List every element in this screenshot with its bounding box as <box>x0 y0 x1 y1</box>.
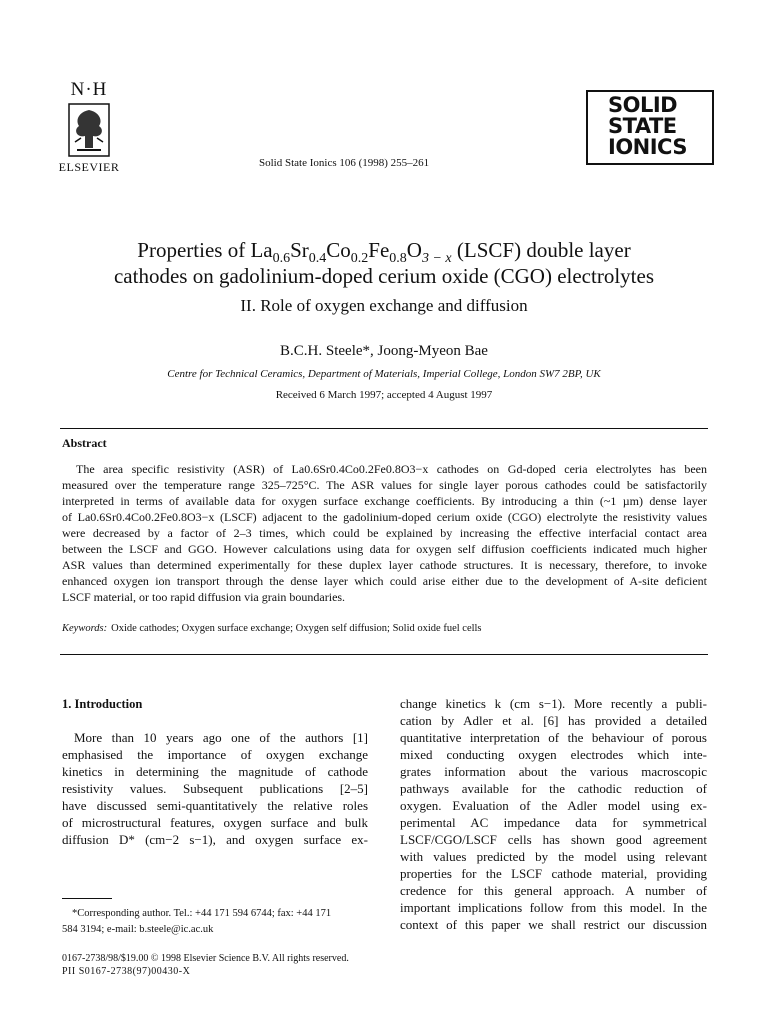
body-line: quantitative interpretation of the behaviour of porous <box>400 730 707 745</box>
journal-citation: Solid State Ionics 106 (1998) 255–261 <box>259 157 430 169</box>
abstract-body <box>62 461 707 605</box>
footnote <box>62 906 370 938</box>
keywords-label: Keywords: <box>62 623 108 634</box>
footnote-line-2: 584 3194; e-mail: b.steele@ic.ac.uk <box>62 924 214 935</box>
body-line: kinetics in determining the magnitude of cathode <box>62 764 368 779</box>
abstract-line: LSCF material, or too rapid diffusion via grain boundaries. <box>62 590 346 604</box>
body-line: LSCF/CGO/LSCF cells has shown good agreement <box>400 832 707 847</box>
body-line: perimental AC impedance data for symmetrical <box>400 815 707 830</box>
article-title-line-1: Properties of $La_{0.6}Sr_{0.4}Co_{0.2}Fe_{0.8}O_{3 - x}$ (LSCF) double layer <box>137 238 631 267</box>
body-line: mixed conducting oxygen electrodes which inte- <box>400 747 707 762</box>
journal-logo-line-2: STATE <box>608 114 677 138</box>
body-line: oxygen. Evaluation of the Adler model using ex- <box>400 798 707 813</box>
affiliation: Centre for Technical Ceramics, Department of Materials, Imperial College, London SW7 2BP, UK <box>167 368 601 380</box>
abstract-line: between the LSCF and GGO. However calculations using data for oxygen self diffusion coefficients indicated much higher <box>62 542 707 556</box>
body-line: of microstructural features, oxygen surface and bulk <box>62 815 368 830</box>
abstract-line: measured over the temperature range 325–725°C. The ASR values for single layer porous cathodes could be satisfactorily <box>62 478 707 492</box>
divider-bottom <box>60 654 708 655</box>
journal-logo-line-1: SOLID <box>608 93 678 117</box>
body-line: have discussed semi-quantitatively the relative roles <box>62 798 368 813</box>
body-line: credence for this general approach. A number of <box>400 883 707 898</box>
footnote-divider <box>62 898 112 899</box>
section-heading: 1. Introduction <box>62 697 143 711</box>
body-line: properties for the LSCF cathode material, providing <box>400 866 707 881</box>
body-line: important implications follow from this model. In the <box>400 900 707 915</box>
body-line: emphasised the importance of oxygen exchange <box>62 747 368 762</box>
body-line: resistivity values. Subsequent publications [2–5] <box>62 781 368 796</box>
abstract-line: of La0.6Sr0.4Co0.2Fe0.8O3−x (LSCF) adjacent to the gadolinium-doped cerium oxide (CGO) electrolyte the resistivity values <box>62 510 707 524</box>
keywords <box>62 623 482 634</box>
journal-logo <box>586 90 714 165</box>
authors: B.C.H. Steele*, Joong-Myeon Bae <box>280 343 488 359</box>
publisher-name: ELSEVIER <box>58 160 120 174</box>
journal-logo-line-3: IONICS <box>608 135 687 159</box>
footnote-line-1: *Corresponding author. Tel.: +44 171 594 6744; fax: +44 171 <box>72 908 332 919</box>
body-line: grates information about the various macroscopic <box>400 764 707 779</box>
abstract-line: interpreted in terms of available data for oxygen surface exchange coefficients. By introducing a thin (~1 µm) dense layer <box>62 494 707 508</box>
body-line: with values predicted by the model using relevant <box>400 849 707 864</box>
received-dates: Received 6 March 1997; accepted 4 August 1997 <box>275 389 493 401</box>
abstract-line: The area specific resistivity (ASR) of La0.6Sr0.4Co0.2Fe0.8O3−x cathodes on Gd-doped ceria electrolytes has been <box>76 462 707 476</box>
elsevier-tree-icon <box>67 102 111 158</box>
body-line: diffusion D* (cm−2 s−1), and oxygen surface ex- <box>62 832 368 847</box>
pii-line: PII S0167-2738(97)00430-X <box>62 966 191 977</box>
body-line: change kinetics k (cm s−1). More recently a publi- <box>400 696 707 711</box>
left-column <box>62 729 368 848</box>
body-line: More than 10 years ago one of the authors [1] <box>74 730 368 745</box>
body-line: cation by Adler et al. [6] has provided a detailed <box>400 713 707 728</box>
abstract-line: enhanced oxygen ion transport through the dense layer which could arise either due to the development of A-site deficient <box>62 574 707 588</box>
abstract-line: ASR values than determined experimentally for these duplex layer cathode structures. It is necessary, therefore, to invoke <box>62 558 707 572</box>
article-subtitle: II. Role of oxygen exchange and diffusion <box>240 296 528 315</box>
article-title-line-2: cathodes on gadolinium-doped cerium oxide (CGO) electrolytes <box>113 264 654 288</box>
copyright-line: 0167-2738/98/$19.00 © 1998 Elsevier Science B.V. All rights reserved. <box>62 953 349 964</box>
right-column <box>400 695 707 933</box>
abstract-line: were decreased by a factor of 2–3 times, which could be explained by increasing the effective interfacial contact area <box>62 526 707 540</box>
nh-mark: N·H <box>70 79 108 100</box>
keywords-text: Oxide cathodes; Oxygen surface exchange; Oxygen self diffusion; Solid oxide fuel cells <box>111 623 482 634</box>
body-line: context of this paper we shall restrict our discussion <box>400 917 707 932</box>
abstract-heading: Abstract <box>62 436 107 450</box>
publisher-logo <box>57 80 121 175</box>
body-line: pathways available for the cathodic reduction of <box>400 781 707 796</box>
divider-top <box>60 428 708 429</box>
